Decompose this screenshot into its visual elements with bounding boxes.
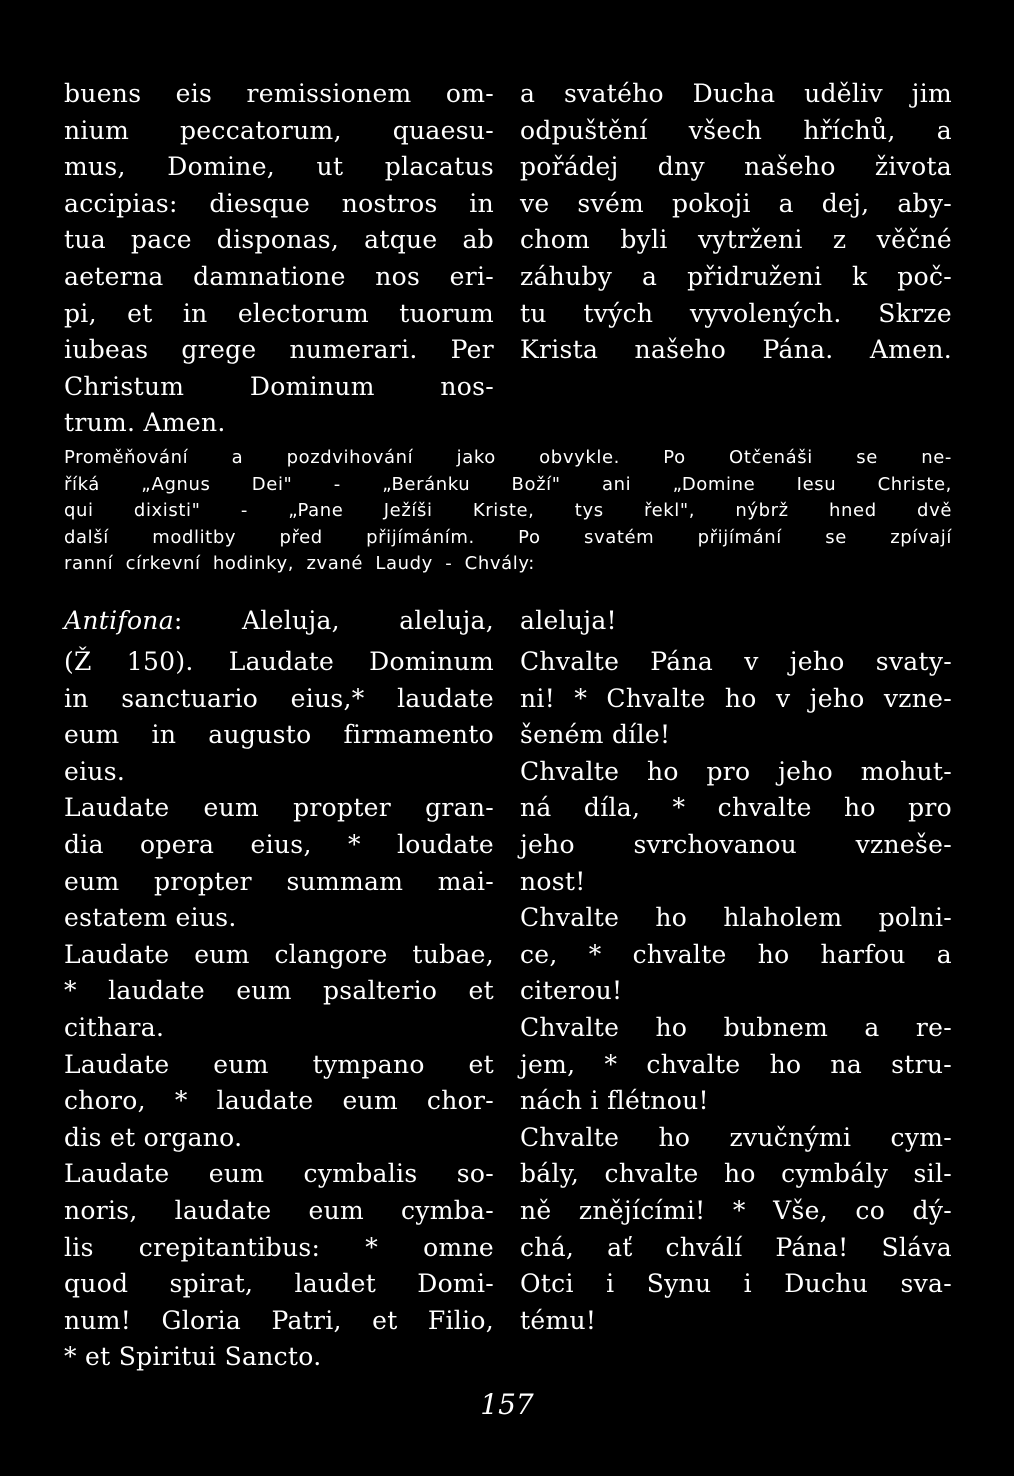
text-line: ni! * Chvalte ho v jeho vzne- bbox=[520, 683, 952, 713]
text-line: eum in augusto firmamento bbox=[64, 720, 494, 750]
antiphon-czech-text: aleluja! bbox=[520, 606, 617, 635]
text-line: eum propter summam mai- bbox=[64, 866, 494, 896]
text-line: Chvalte ho bubnem a re- bbox=[520, 1012, 952, 1042]
text-line: lis crepitantibus: * omne bbox=[64, 1232, 494, 1262]
text-line: tu tvých vyvolených. Skrze bbox=[520, 298, 952, 328]
rubric-instructions bbox=[64, 445, 952, 578]
text-line: nium peccatorum, quaesu- bbox=[64, 115, 494, 145]
text-line: tua pace disponas, atque ab bbox=[64, 225, 494, 255]
text-line: cithara. bbox=[64, 1012, 165, 1042]
text-line: jem, * chvalte ho na stru- bbox=[520, 1049, 952, 1079]
antiphon-colon: : bbox=[173, 606, 183, 635]
rubric-line: qui dixisti" - „Pane Ježíši Kriste, tys řekl", nýbrž hned dvě bbox=[64, 500, 952, 521]
rubric-line: Proměňování a pozdvihování jako obvykle. Po Otčenáši se ne- bbox=[64, 447, 952, 468]
text-line: citerou! bbox=[520, 976, 623, 1006]
prayer-latin-column bbox=[64, 76, 494, 442]
text-line: dia opera eius, * loudate bbox=[64, 829, 494, 859]
text-line: quod spirat, laudet Domi- bbox=[64, 1269, 494, 1299]
text-line: jeho svrchovanou vzneše- bbox=[520, 829, 952, 859]
text-line: mus, Domine, ut placatus bbox=[64, 152, 494, 182]
text-line: eius. bbox=[64, 756, 126, 786]
antiphon-label: Antifona bbox=[64, 606, 174, 635]
text-line: tému! bbox=[520, 1305, 597, 1335]
text-line: Laudate eum clangore tubae, bbox=[64, 939, 494, 969]
antiphon-czech bbox=[520, 603, 952, 640]
text-line: Laudate eum tympano et bbox=[64, 1049, 494, 1079]
text-line: nách i flétnou! bbox=[520, 1086, 709, 1116]
text-line: ná díla, * chvalte ho pro bbox=[520, 793, 952, 823]
psalm-latin-column bbox=[64, 644, 494, 1376]
text-line: trum. Amen. bbox=[64, 408, 226, 438]
text-line: accipias: diesque nostros in bbox=[64, 188, 494, 218]
text-line: odpuštění všech hříchů, a bbox=[520, 115, 952, 145]
psalm-czech-column bbox=[520, 644, 952, 1339]
text-line: buens eis remissionem om- bbox=[64, 79, 494, 108]
antiphon-line bbox=[64, 603, 494, 640]
text-line: bály, chvalte ho cymbály sil- bbox=[520, 1159, 952, 1189]
rubric-line: další modlitby před přijímáním. Po svatém přijímání se zpívají bbox=[64, 526, 952, 548]
text-line: Chvalte ho zvučnými cym- bbox=[520, 1122, 952, 1152]
text-line: Chvalte ho pro jeho mohut- bbox=[520, 756, 952, 786]
text-line: ně znějícími! * Vše, co dý- bbox=[520, 1195, 952, 1225]
text-line: nost! bbox=[520, 866, 586, 896]
page-number: 157 bbox=[480, 1388, 534, 1421]
text-line: Laudate eum cymbalis so- bbox=[64, 1159, 494, 1189]
text-line: noris, laudate eum cymba- bbox=[64, 1195, 494, 1225]
text-line: * et Spiritui Sancto. bbox=[64, 1342, 322, 1372]
text-line: ce, * chvalte ho harfou a bbox=[520, 939, 952, 969]
text-line: Chvalte Pána v jeho svaty- bbox=[520, 647, 952, 676]
text-line: chom byli vytrženi z věčné bbox=[520, 225, 952, 255]
text-line: Chvalte ho hlaholem polni- bbox=[520, 903, 952, 933]
rubric-line: říká „Agnus Dei" - „Beránku Boží" ani „Domine Iesu Christe, bbox=[64, 473, 952, 495]
text-line: estatem eius. bbox=[64, 903, 237, 933]
text-line: choro, * laudate eum chor- bbox=[64, 1086, 494, 1116]
prayer-czech-column bbox=[520, 76, 952, 369]
text-line: Christum Dominum nos- bbox=[64, 371, 494, 401]
text-line: * laudate eum psalterio et bbox=[64, 976, 494, 1006]
rubric-line: ranní církevní hodinky, zvané Laudy - Chvály: bbox=[64, 553, 535, 574]
text-line: (Ž 150). Laudate Dominum bbox=[64, 647, 494, 676]
text-line: záhuby a přidruženi k poč- bbox=[520, 261, 952, 291]
text-line: Laudate eum propter gran- bbox=[64, 793, 494, 823]
text-line: in sanctuario eius,* laudate bbox=[64, 683, 494, 713]
text-line: dis et organo. bbox=[64, 1122, 243, 1152]
antiphon-latin-text: Aleluja, aleluja, bbox=[241, 606, 494, 635]
text-line: a svatého Ducha uděliv jim bbox=[520, 79, 952, 108]
text-line: Krista našeho Pána. Amen. bbox=[520, 335, 952, 365]
text-line: pořádej dny našeho života bbox=[520, 152, 952, 182]
text-line: ve svém pokoji a dej, aby- bbox=[520, 188, 952, 218]
text-line: pi, et in electorum tuorum bbox=[64, 298, 494, 328]
antiphon-latin bbox=[64, 603, 494, 640]
text-line: Otci i Synu i Duchu sva- bbox=[520, 1269, 952, 1299]
text-line: aeterna damnatione nos eri- bbox=[64, 261, 494, 291]
text-line: chá, ať chválí Pána! Sláva bbox=[520, 1232, 952, 1262]
text-line: num! Gloria Patri, et Filio, bbox=[64, 1305, 494, 1335]
text-line: iubeas grege numerari. Per bbox=[64, 335, 494, 365]
text-line: šeném díle! bbox=[520, 720, 671, 750]
